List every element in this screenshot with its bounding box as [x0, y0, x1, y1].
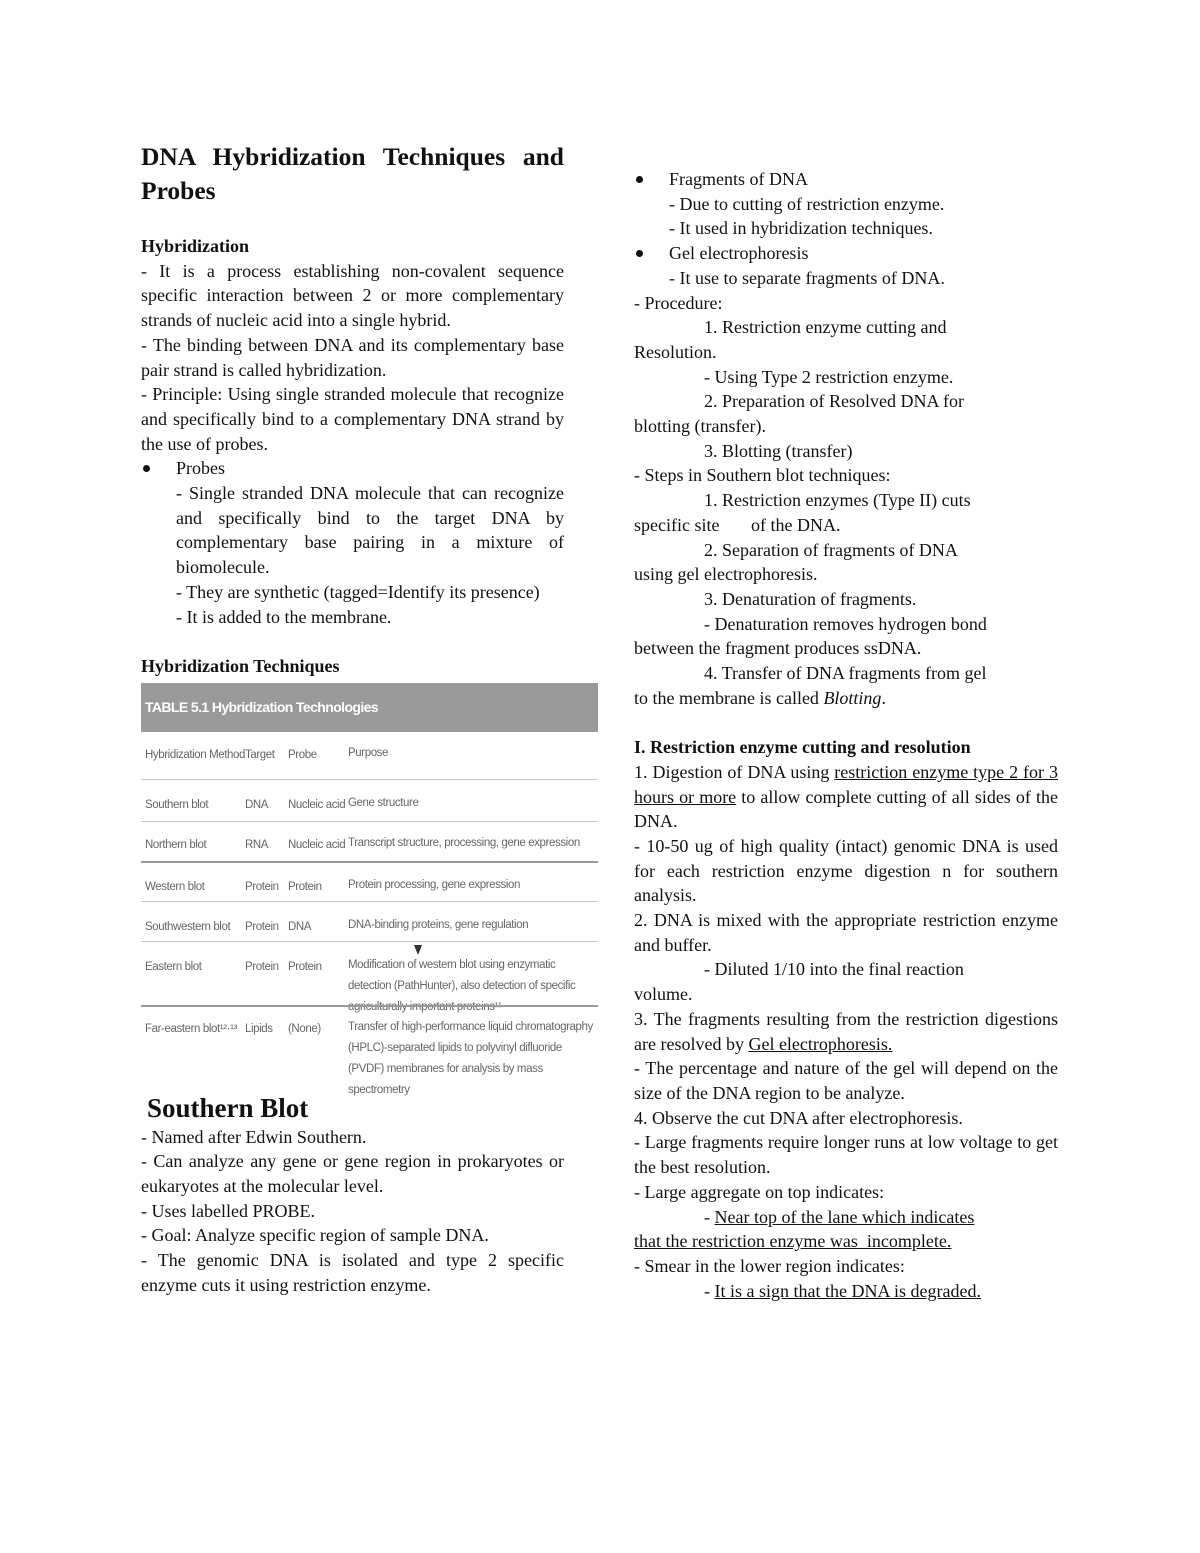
table-cell: Southern blot [145, 798, 209, 811]
techniques-heading: Hybridization Techniques [141, 655, 340, 676]
southern-genomic: - The genomic DNA is isolated and type 2 specific enzyme cuts it using restriction enzyme. [141, 1250, 564, 1295]
procedure-label: - Procedure: [634, 292, 723, 313]
section-1-step-4: 4. Observe the cut DNA after electrophoresis. [634, 1107, 963, 1128]
southern-blot-heading: Southern Blot [147, 1092, 309, 1123]
section-1-step-1 [634, 760, 1058, 834]
bullet-icon [636, 250, 643, 257]
procedure-step-1-note: - Using Type 2 restriction enzyme. [704, 366, 954, 387]
col-target: Target [245, 748, 275, 761]
step-4-cont [634, 686, 1058, 711]
section-1-aggregate-detail [634, 1205, 1058, 1230]
table-cell: Transcript structure, processing, gene expression [348, 836, 580, 849]
section-1-smear-detail [634, 1279, 1058, 1304]
smear-underlined: It is a sign that the DNA is degraded. [714, 1280, 981, 1301]
aggregate-underlined: Near top of the lane which indicates [714, 1206, 975, 1227]
table-cell: Protein processing, gene expression [348, 878, 521, 891]
section-1-step-2-note: - Diluted 1/10 into the final reaction [704, 959, 964, 980]
s1-text-end: to allow complete cutting of all sides of the DNA. [634, 786, 1058, 832]
dash: - [704, 1206, 715, 1227]
probes-label: Probes [176, 458, 225, 479]
table-cell: Protein [288, 960, 322, 973]
page-title: DNA Hybridization Techniques and Probes [141, 142, 564, 205]
table-cell: Nucleic acid [288, 798, 346, 811]
southern-analyze: - Can analyze any gene or gene region in prokaryotes or eukaryotes at the molecular level. [141, 1151, 564, 1197]
section-1-step-3 [634, 1007, 1058, 1056]
aggregate-underlined-3: incomplete. [866, 1231, 952, 1252]
hybridization-binding: - The binding between DNA and its complementary base pair strand is called hybridization. [141, 334, 564, 380]
southern-named: - Named after Edwin Southern. [141, 1126, 367, 1147]
fragments-label: Fragments of DNA [669, 169, 808, 189]
table-cell: Far-eastern blot¹²·¹³ [145, 1022, 237, 1035]
procedure-step-1: 1. Restriction enzyme cutting and [704, 317, 947, 338]
fragments-bullet [634, 167, 1058, 192]
section-1-aggregate-detail-cont [634, 1229, 1058, 1254]
hybridization-principle: - Principle: Using single stranded molecule that recognize and specifically bind to a complementary DNA strand by the use of probes. [141, 384, 564, 454]
table-cell: Protein [245, 880, 279, 893]
southern-probe: - Uses labelled PROBE. [141, 1200, 315, 1221]
aggregate-underlined-2: that the restriction enzyme was [634, 1231, 858, 1252]
section-1-aggregate: - Large aggregate on top indicates: [634, 1181, 885, 1202]
table-cell: Western blot [145, 880, 205, 893]
step-3-note: - Denaturation removes hydrogen bond [704, 613, 987, 634]
table-cell: Protein [245, 920, 279, 933]
step-2: 2. Separation of fragments of DNA [704, 539, 958, 560]
step-4-text: to the membrane is called [634, 687, 824, 708]
s3-underlined: Gel electrophoresis. [748, 1033, 893, 1054]
procedure-step-1-cont: Resolution. [634, 341, 717, 362]
bullet-icon [143, 465, 150, 472]
table-cell: Gene structure [348, 796, 419, 809]
step-3-note-cont: between the fragment produces ssDNA. [634, 638, 922, 659]
fragments-cause: - Due to cutting of restriction enzyme. [669, 193, 945, 214]
left-column [141, 140, 593, 1298]
table-cell: Protein [288, 880, 322, 893]
step-1-cont: specific site of the DNA. [634, 514, 841, 535]
right-column [634, 167, 1058, 1303]
table-title: TABLE 5.1 Hybridization Technologies [141, 683, 598, 732]
probes-bullet [141, 456, 564, 481]
table-cell: Transfer of high-performance liquid chromatography (HPLC)-separated lipids to polyvinyl difluoride (PVDF) membranes for analysis by mass spectrometry [348, 1020, 593, 1096]
step-1: 1. Restriction enzymes (Type II) cuts [704, 490, 971, 511]
steps-label: - Steps in Southern blot techniques: [634, 465, 891, 486]
hybridization-table [141, 683, 598, 1096]
mouse-cursor-icon [414, 945, 422, 955]
col-probe: Probe [288, 748, 317, 761]
section-1-smear: - Smear in the lower region indicates: [634, 1255, 905, 1276]
gel-bullet [634, 241, 1058, 266]
procedure-step-3: 3. Blotting (transfer) [704, 440, 853, 461]
step-2-cont: using gel electrophoresis. [634, 564, 818, 585]
gel-use: - It use to separate fragments of DNA. [669, 267, 945, 288]
table-cell: DNA [288, 920, 312, 933]
table-cell: Protein [245, 960, 279, 973]
fragments-use: - It used in hybridization techniques. [669, 218, 933, 239]
table-cell: Lipids [245, 1022, 273, 1035]
s1-underlined: restriction enzyme type 2 for 3 hours or more [634, 761, 1058, 807]
gel-label: Gel electrophoresis [669, 243, 809, 264]
table-cell: Northern blot [145, 838, 207, 851]
table-cell: Southwestern blot [145, 920, 231, 933]
section-1-step-2-note-cont: volume. [634, 984, 693, 1005]
probes-synthetic: - They are synthetic (tagged=Identify its presence) [176, 581, 540, 602]
table-cell: Eastern blot [145, 960, 202, 973]
table-cell: Nucleic acid [288, 838, 346, 851]
bullet-icon [636, 176, 643, 183]
s1-text: 1. Digestion of DNA using [634, 761, 835, 782]
dash: - [704, 1280, 715, 1301]
hybridization-heading: Hybridization [141, 236, 250, 256]
probes-membrane: - It is added to the membrane. [176, 606, 392, 627]
table-cell: (None) [288, 1022, 321, 1035]
table-cell: DNA [245, 798, 269, 811]
table-cell: Modification of western blot using enzymatic detection (PathHunter), also detection of specific agriculturally important proteins¹¹ [348, 958, 576, 1013]
step-3: 3. Denaturation of fragments. [704, 588, 917, 609]
procedure-step-2-cont: blotting (transfer). [634, 416, 766, 437]
table-cell: DNA-binding proteins, gene regulation [348, 918, 529, 931]
section-1-step-3-note: - The percentage and nature of the gel will depend on the size of the DNA region to be analyze. [634, 1058, 1058, 1103]
probes-definition: - Single stranded DNA molecule that can recognize and specifically bind to the target DNA by complementary base pairing in a mixture of biomolecule. [176, 483, 564, 578]
s3-text: 3. The fragments resulting from the restriction digestions are resolved by [634, 1008, 1058, 1054]
col-method: Hybridization Method [145, 748, 246, 761]
section-1-step-4-note: - Large fragments require longer runs at low voltage to get the best resolution. [634, 1132, 1058, 1178]
section-1-step-1-note: - 10-50 ug of high quality (intact) genomic DNA is used for each restriction enzyme digestion n for southern analysis. [634, 835, 1058, 906]
section-1-heading: I. Restriction enzyme cutting and resolution [634, 737, 971, 758]
blotting-term: Blotting [823, 687, 882, 708]
table-cell: RNA [245, 838, 269, 851]
procedure-step-2: 2. Preparation of Resolved DNA for [704, 391, 964, 412]
step-4-period: . [881, 687, 886, 708]
hybridization-definition: - It is a process establishing non-covalent sequence specific interaction between 2 or more complementary strands of nucleic acid into a single hybrid. [141, 260, 564, 331]
southern-goal: - Goal: Analyze specific region of sample DNA. [141, 1225, 489, 1246]
col-purpose: Purpose [348, 746, 389, 759]
step-4: 4. Transfer of DNA fragments from gel [704, 663, 987, 684]
section-1-step-2: 2. DNA is mixed with the appropriate restriction enzyme and buffer. [634, 910, 1058, 955]
